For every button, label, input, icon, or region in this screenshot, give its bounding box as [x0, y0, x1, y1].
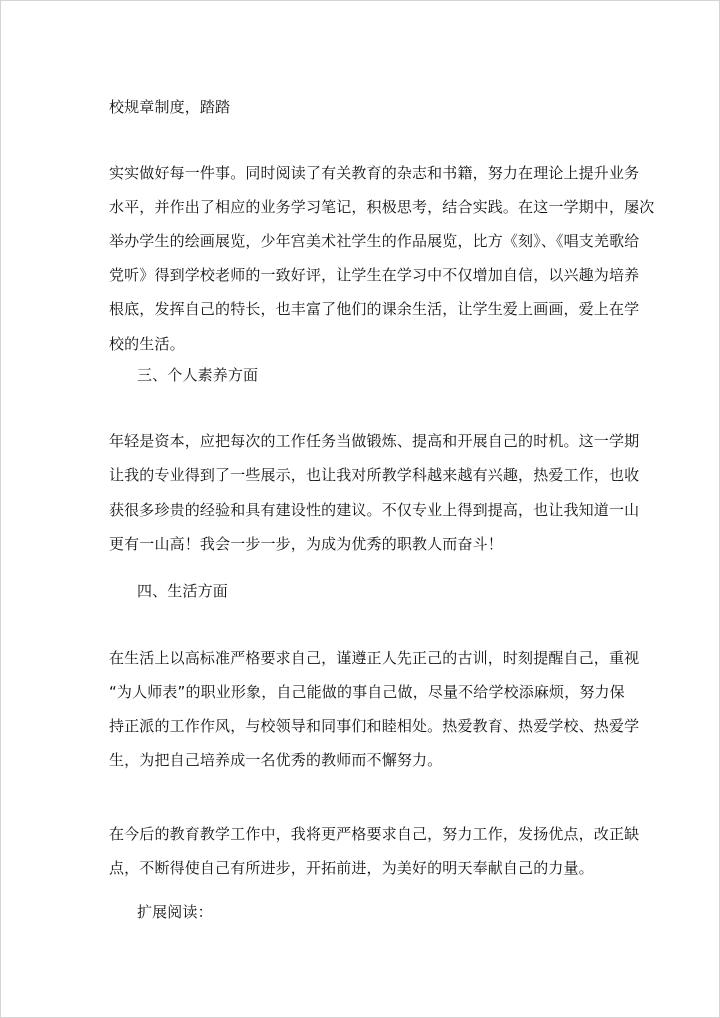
expand-reading-label: 扩展阅读： — [137, 903, 213, 921]
text-line: 校的生活。 — [109, 335, 185, 353]
text-line: 持正派的工作作风，与校领导和同事们和睦相处。热爱教育、热爱学校、热爱学 — [109, 717, 640, 735]
text-line: 水平，并作出了相应的业务学习笔记，积极思考，结合实践。在这一学期中，屡次 — [109, 198, 655, 216]
text-line: 校规章制度，踏踏 — [109, 98, 231, 116]
text-line: 生，为把自己培养成一名优秀的教师而不懈努力。 — [109, 751, 443, 769]
text-line: 获很多珍贵的经验和具有建设性的建议。不仅专业上得到提高，也让我知道一山 — [109, 501, 640, 519]
section-heading: 四、生活方面 — [137, 582, 228, 600]
text-line: 让我的专业得到了一些展示，也让我对所教学科越来越有兴趣，热爱工作，也收 — [109, 466, 640, 484]
text-line: 党听》得到学校老师的一致好评，让学生在学习中不仅增加自信，以兴趣为培养 — [109, 266, 640, 284]
text-line: 点，不断得使自己有所进步，开拓前进，为美好的明天奉献自己的力量。 — [109, 859, 594, 877]
text-line: 根底，发挥自己的特长，也丰富了他们的课余生活，让学生爱上画画，爱上在学 — [109, 300, 640, 318]
text-line: 在生活上以高标准严格要求自己，谨遵正人先正己的古训，时刻提醒自己，重视 — [109, 649, 640, 667]
text-line: “为人师表”的职业形象，自己能做的事自己做，尽量不给学校添麻烦，努力保 — [109, 683, 625, 701]
text-line: 在今后的教育教学工作中，我将更严格要求自己，努力工作，发扬优点，改正缺 — [109, 825, 640, 843]
text-line: 年轻是资本，应把每次的工作任务当做锻炼、提高和开展自己的时机。这一学期 — [109, 432, 640, 450]
text-line: 举办学生的绘画展览，少年宫美术社学生的作品展览，比方《刻》、《唱支羌歌给 — [109, 232, 640, 250]
text-line: 实实做好每一件事。同时阅读了有关教育的杂志和书籍，努力在理论上提升业务 — [109, 164, 640, 182]
text-line: 更有一山高！我会一步一步，为成为优秀的职教人而奋斗！ — [109, 535, 503, 553]
section-heading: 三、个人素养方面 — [137, 366, 259, 384]
